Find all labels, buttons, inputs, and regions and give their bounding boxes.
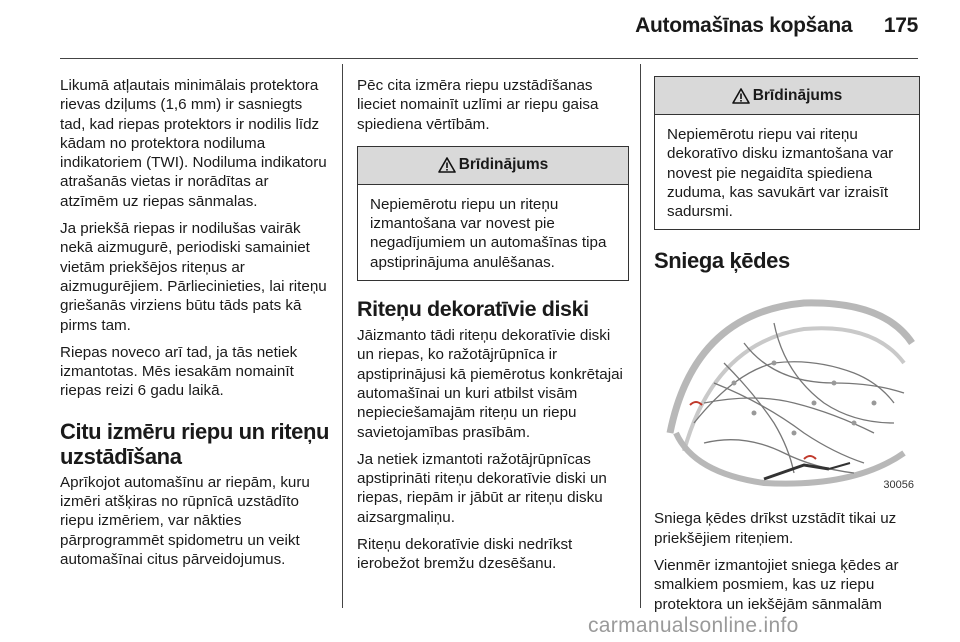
paragraph-rim-protection: Ja netiek izmantoti ražotājrūpnīcas apstiprināti riteņu dekoratīvie diski un riepas, riepām ir jābūt ar riteņu disku aizsargmaliņu. [357,450,607,526]
heading-other-sizes: Citu izmēru riepu un riteņu uzstādīšana [60,418,330,469]
paragraph-pressure-label: Pēc cita izmēra riepu uzstādīšanas lieciet nomainīt uzlīmi ar riepu gaisa spiediena vērtībām. [357,77,599,133]
paragraph-brake-cooling: Riteņu dekoratīvie diski nedrīkst ierobežot bremžu dzesēšanu. [357,536,573,573]
warning-text: Nepiemērotu riepu vai riteņu dekoratīvo disku izmantošana var novest pie negaidīta spiediena zuduma, kas savukārt var izraisīt sadursmi. [667,126,894,221]
column-2 [357,76,629,582]
snow-chains-illustration [654,283,920,497]
warning-title: Brīdinājums [458,156,549,174]
warning-box-covers [654,76,920,230]
paragraph-rotate-wheels: Ja priekšā riepas ir nodilušas vairāk nekā aizmugurē, periodiski samainiet vietām priekšējos riteņus ar aizmugurējiem. Pārliecinieties, lai riteņu griešanās virziens būtu tāds pats kā pirms tam. [60,220,327,334]
paragraph-front-wheels: Sniega ķēdes drīkst uzstādīt tikai uz priekšējiem riteņiem. [654,510,897,547]
chapter-title: Automašīnas kopšana [635,14,853,37]
column-3 [654,76,920,622]
page-number: 175 [883,14,918,37]
warning-body [358,185,628,280]
figure-number: 30056 [883,479,914,492]
warning-header [358,147,628,185]
heading-wheel-covers: Riteņu dekoratīvie diski [357,297,589,322]
warning-body [655,115,919,229]
warning-title: Brīdinājums [752,86,843,104]
paragraph-approved-covers: Jāizmanto tādi riteņu dekoratīvie diski un riepas, ko ražotājrūpnīca ir apstiprinājusi kā piemērotus konkrētajai automašīnai un kuri atbilst visām nepieciešamajām riteņu un riepu savietojamības prasībām. [357,327,623,441]
column-1 [60,76,330,577]
paragraph-fine-links: Vienmēr izmantojiet sniega ķēdes ar smalkiem posmiem, kas uz riepu protektora un iekšējām sānmalām [654,557,899,613]
warning-box-tires [357,146,629,281]
paragraph-tread-depth: Likumā atļautais minimālais protektora rievas dziļums (1,6 mm) ir sasniegts tad, kad riepas protektors ir nodilis līdz kādam no protektora nodiluma indikatoriem (TWI). Nodiluma indikatoru atrašanās vietas ir norādītas ar atzīmēm uz riepas sānmalas. [60,77,327,210]
page-header [635,14,918,38]
warning-text: Nepiemērotu riepu un riteņu izmantošana var novest pie negadījumiem un automašīnas tipa apstiprinājuma anulēšanas. [370,195,607,271]
column-divider-2 [640,64,641,608]
header-divider [60,58,918,59]
paragraph-tire-aging: Riepas noveco arī tad, ja tās netiek izmantotas. Mēs iesakām nomainīt riepas reizi 6 gadu laikā. [60,343,298,400]
warning-header [655,77,919,115]
watermark-text: carmanualsonline.info [588,614,799,637]
paragraph-other-sizes: Aprīkojot automašīnu ar riepām, kuru izmēri atšķiras no rūpnīcā uzstādīto riepu izmēriem, var nākties pārprogrammēt spidometru un veikt automašīnai citus pārveidojumus. [60,473,310,568]
column-divider-1 [342,64,343,608]
warning-triangle-icon [732,88,750,104]
snow-chains-drawing [654,283,920,497]
heading-snow-chains: Sniega ķēdes [654,248,790,274]
warning-triangle-icon [438,157,456,173]
